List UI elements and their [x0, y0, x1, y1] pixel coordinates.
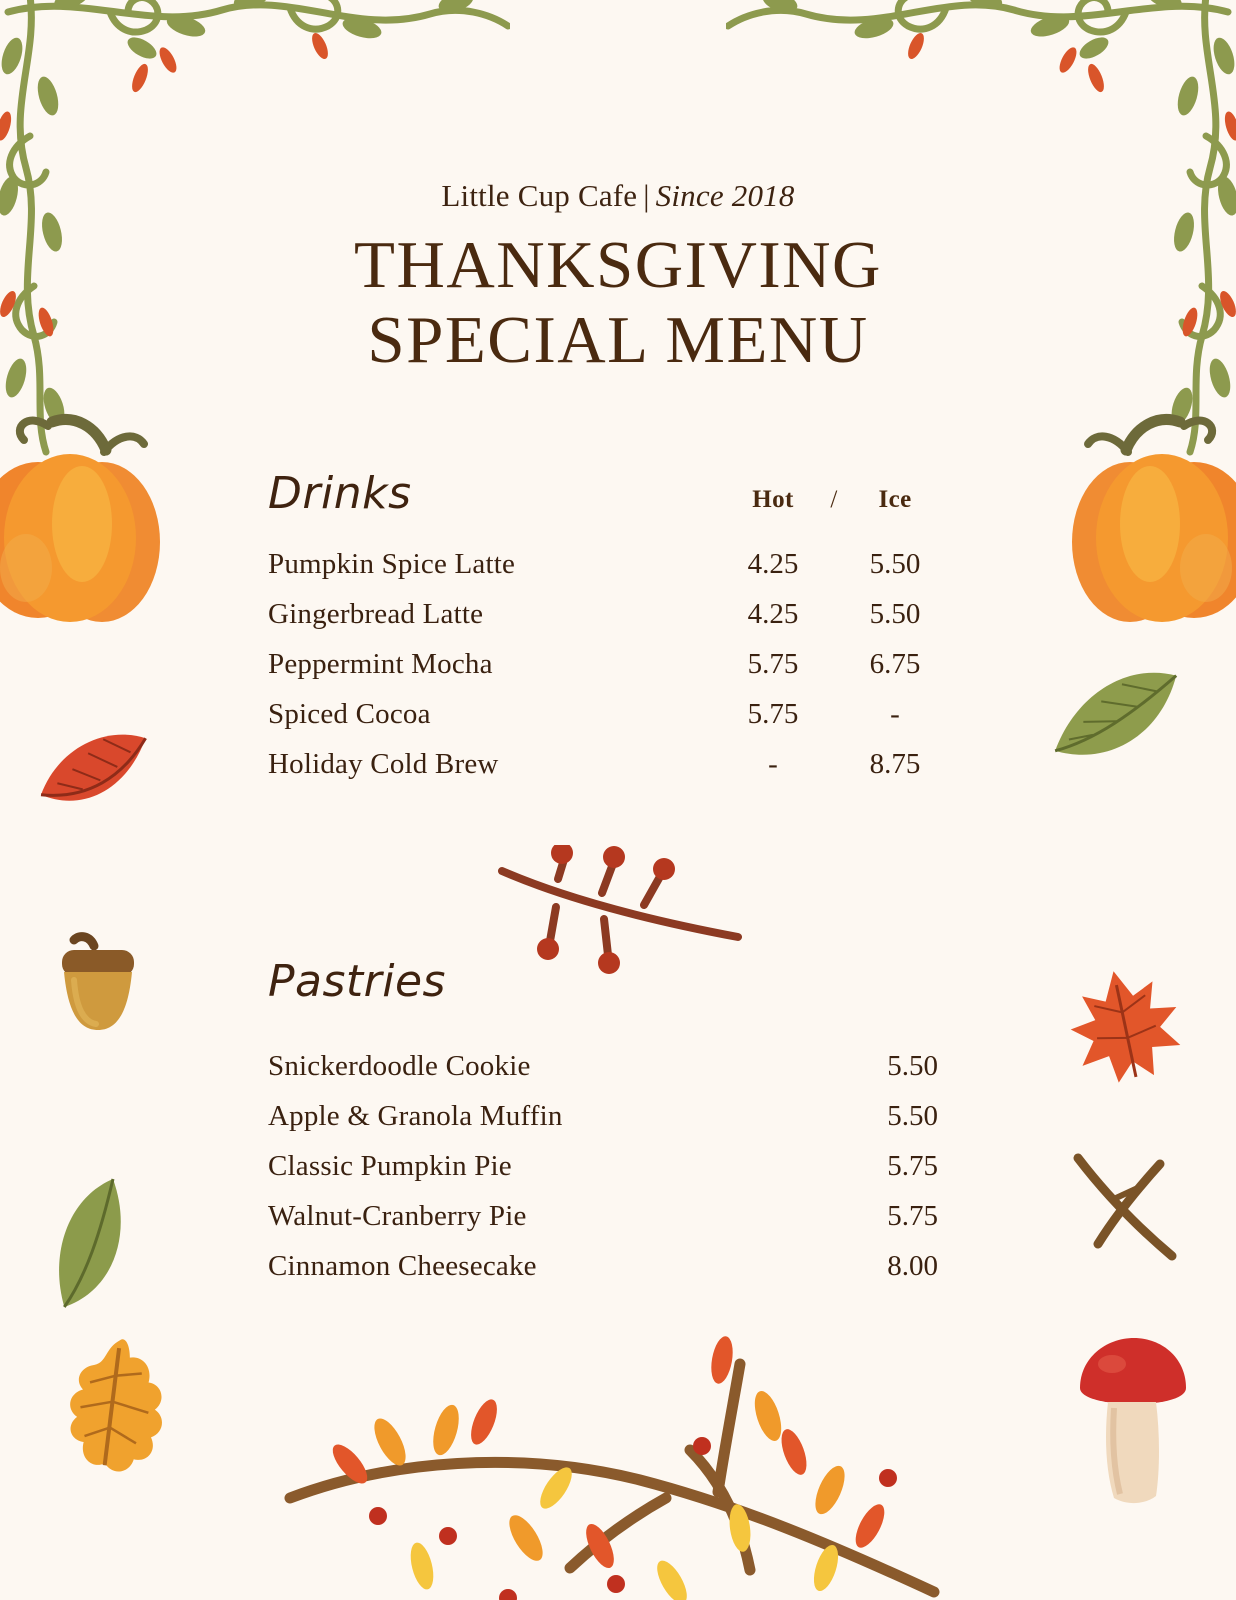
item-price-hot: 5.75 [747, 648, 799, 680]
menu-header [0, 178, 1236, 423]
item-name: Classic Pumpkin Pie [268, 1150, 512, 1182]
item-name: Holiday Cold Brew [268, 748, 499, 780]
menu-row [268, 598, 938, 648]
olive-leaf-right-icon [1044, 638, 1194, 798]
pumpkin-left-icon [0, 392, 228, 642]
berry-branch-bottom-icon [270, 1330, 950, 1600]
mushroom-right-icon [1068, 1330, 1198, 1510]
oak-leaf-left-icon [44, 1328, 184, 1498]
item-price-hot: 4.25 [747, 598, 799, 630]
drinks-column-headers [730, 486, 938, 514]
pastries-section-head [268, 956, 938, 1022]
column-header-separator: / [830, 486, 838, 513]
item-name: Cinnamon Cheesecake [268, 1250, 537, 1282]
item-price: 5.75 [887, 1200, 938, 1232]
brand-divider: | [643, 178, 650, 213]
menu-row [268, 1100, 938, 1150]
column-header-ice: Ice [878, 486, 912, 513]
item-price-ice: 6.75 [869, 648, 921, 680]
section-title-pastries: Pastries [268, 956, 446, 1007]
item-price-ice: 8.75 [869, 748, 921, 780]
page-title [0, 228, 1236, 378]
menu-row [268, 648, 938, 698]
item-name: Peppermint Mocha [268, 648, 493, 680]
menu-row [268, 1250, 938, 1300]
section-drinks [268, 468, 938, 798]
menu-row [268, 1050, 938, 1100]
established-year: Since 2018 [655, 178, 795, 213]
twig-right-icon [1056, 1140, 1196, 1280]
item-price-hot: 4.25 [747, 548, 799, 580]
item-price: 5.75 [887, 1150, 938, 1182]
menu-row [268, 1150, 938, 1200]
item-price-hot: - [768, 748, 778, 780]
olive-leaf-left-icon [26, 1160, 166, 1330]
item-price: 8.00 [887, 1250, 938, 1282]
item-price-ice: 5.50 [869, 598, 921, 630]
item-price-ice: 5.50 [869, 548, 921, 580]
item-price: 5.50 [887, 1050, 938, 1082]
menu-row [268, 748, 938, 798]
item-name: Spiced Cocoa [268, 698, 431, 730]
pastries-rows [268, 1050, 938, 1300]
red-leaf-left-icon [30, 700, 170, 850]
drinks-rows [268, 548, 938, 798]
section-title-drinks: Drinks [268, 468, 412, 519]
item-name: Snickerdoodle Cookie [268, 1050, 531, 1082]
item-name: Apple & Granola Muffin [268, 1100, 563, 1132]
menu-row [268, 548, 938, 598]
pumpkin-right-icon [1004, 392, 1236, 642]
page-title-line-1: THANKSGIVING [354, 228, 882, 302]
acorn-left-icon [46, 928, 156, 1048]
item-name: Walnut-Cranberry Pie [268, 1200, 527, 1232]
item-price-hot: 5.75 [747, 698, 799, 730]
menu-row [268, 698, 938, 748]
brand-line [0, 178, 1236, 214]
item-price: 5.50 [887, 1100, 938, 1132]
maple-leaf-right-icon [1056, 960, 1196, 1100]
cafe-name: Little Cup Cafe [441, 178, 638, 213]
item-price-ice: - [890, 698, 900, 730]
item-name: Pumpkin Spice Latte [268, 548, 516, 580]
menu-row [268, 1200, 938, 1250]
section-pastries [268, 956, 938, 1300]
item-name: Gingerbread Latte [268, 598, 484, 630]
column-header-hot: Hot [752, 486, 794, 513]
drinks-section-head [268, 468, 938, 534]
page-title-line-2: SPECIAL MENU [367, 303, 869, 378]
